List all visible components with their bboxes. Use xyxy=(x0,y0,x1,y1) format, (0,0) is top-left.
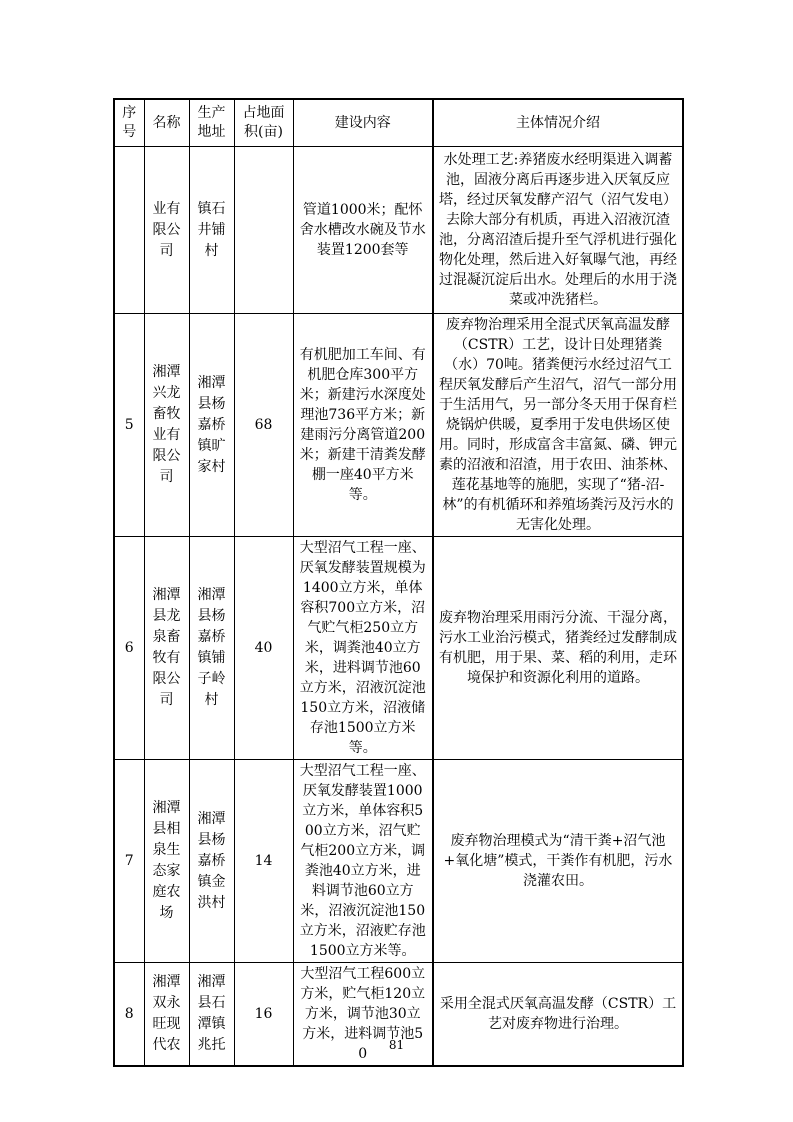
seq-cell xyxy=(114,147,144,314)
page-number: 81 xyxy=(388,1038,405,1052)
intro-cell: 水处理工艺:养猪废水经明渠进入调蓄池，固液分离后再逐步进入厌氧反应塔，经过厌氧发酵产沼气（沼气发电）去除大部分有机质，再进入沼液沉渣池，分离沼渣后提升至气浮机进行强化物化处理，然后进入好氧曝气池，再经过混凝沉淀后出水。处理后的水用于浇菜或冲洗猪栏。 xyxy=(433,147,683,314)
address-cell: 镇石井铺村 xyxy=(189,147,234,314)
address-cell: 湘潭县杨嘉桥镇旷家村 xyxy=(189,314,234,537)
col-header-area: 占地面积(亩) xyxy=(234,99,293,147)
table-header-row xyxy=(114,99,683,147)
address-cell: 湘潭县杨嘉桥镇铺子岭村 xyxy=(189,537,234,760)
seq-cell: 8 xyxy=(114,963,144,1067)
seq-cell: 5 xyxy=(114,314,144,537)
table-row-7 xyxy=(114,760,683,963)
col-header-construction: 建设内容 xyxy=(293,99,433,147)
name-cell: 湘潭兴龙畜牧业有限公司 xyxy=(144,314,189,537)
intro-cell: 废弃物治理采用全混式厌氧高温发酵（CSTR）工艺，设计日处理猪粪（水）70吨。猪粪便污水经过沼气工程厌氧发酵后产生沼气，沼气一部分用于生活用气，另一部分冬天用于保育栏烧锅炉供暖，夏季用于发电供场区使用。同时，形成富含丰富氮、磷、钾元素的沼液和沼渣，用于农田、油茶林、莲花基地等的施肥，实现了“猪-沼-林”的有机循环和养殖场粪污及污水的无害化处理。 xyxy=(433,314,683,537)
intro-cell: 废弃物治理模式为“清干粪+沼气池+氧化塘”模式，干粪作有机肥，污水浇灌农田。 xyxy=(433,760,683,963)
area-cell: 40 xyxy=(234,537,293,760)
address-cell: 湘潭县石潭镇兆托 xyxy=(189,963,234,1067)
seq-cell: 6 xyxy=(114,537,144,760)
construction-cell: 管道1000米；配怀舍水槽改水碗及节水装置1200套等 xyxy=(293,147,433,314)
name-cell: 业有限公司 xyxy=(144,147,189,314)
col-header-intro: 主体情况介绍 xyxy=(433,99,683,147)
seq-cell: 7 xyxy=(114,760,144,963)
construction-cell: 大型沼气工程600立方米，贮气柜120立方米，调节池30立方米，进料调节池50 xyxy=(293,963,433,1067)
construction-cell: 有机肥加工车间、有机肥仓库300平方米；新建污水深度处理池736平方米；新建雨污分离管道200米；新建干清粪发酵棚一座40平方米等。 xyxy=(293,314,433,537)
col-header-seq: 序号 xyxy=(114,99,144,147)
name-cell: 湘潭双永旺现代农 xyxy=(144,963,189,1067)
name-cell: 湘潭县相泉生态家庭农场 xyxy=(144,760,189,963)
col-header-name: 名称 xyxy=(144,99,189,147)
table-row-continuation xyxy=(114,147,683,314)
construction-cell: 大型沼气工程一座、厌氧发酵装置规模为1400立方米，单体容积700立方米，沼气贮气柜250立方米，调粪池40立方米，进料调节池60立方米，沼液沉淀池150立方米，沼液储存池1500立方米等。 xyxy=(293,537,433,760)
table-row-6 xyxy=(114,537,683,760)
area-cell: 14 xyxy=(234,760,293,963)
intro-cell: 采用全混式厌氧高温发酵（CSTR）工艺对废弃物进行治理。 xyxy=(433,963,683,1067)
intro-cell: 废弃物治理采用雨污分流、干湿分离，污水工业治污模式，猪粪经过发酵制成有机肥，用于果、菜、稻的利用，走环境保护和资源化利用的道路。 xyxy=(433,537,683,760)
area-cell xyxy=(234,147,293,314)
facility-table xyxy=(113,98,684,1067)
address-cell: 湘潭县杨嘉桥镇金洪村 xyxy=(189,760,234,963)
construction-cell: 大型沼气工程一座、厌氧发酵装置1000立方米，单体容积500立方米，沼气贮气柜200立方米，调粪池40立方米，进料调节池60立方米，沼液沉淀池150立方米，沼液贮存池1500立方米等。 xyxy=(293,760,433,963)
area-cell: 16 xyxy=(234,963,293,1067)
name-cell: 湘潭县龙泉畜牧有限公司 xyxy=(144,537,189,760)
table-row-5 xyxy=(114,314,683,537)
area-cell: 68 xyxy=(234,314,293,537)
col-header-address: 生产地址 xyxy=(189,99,234,147)
